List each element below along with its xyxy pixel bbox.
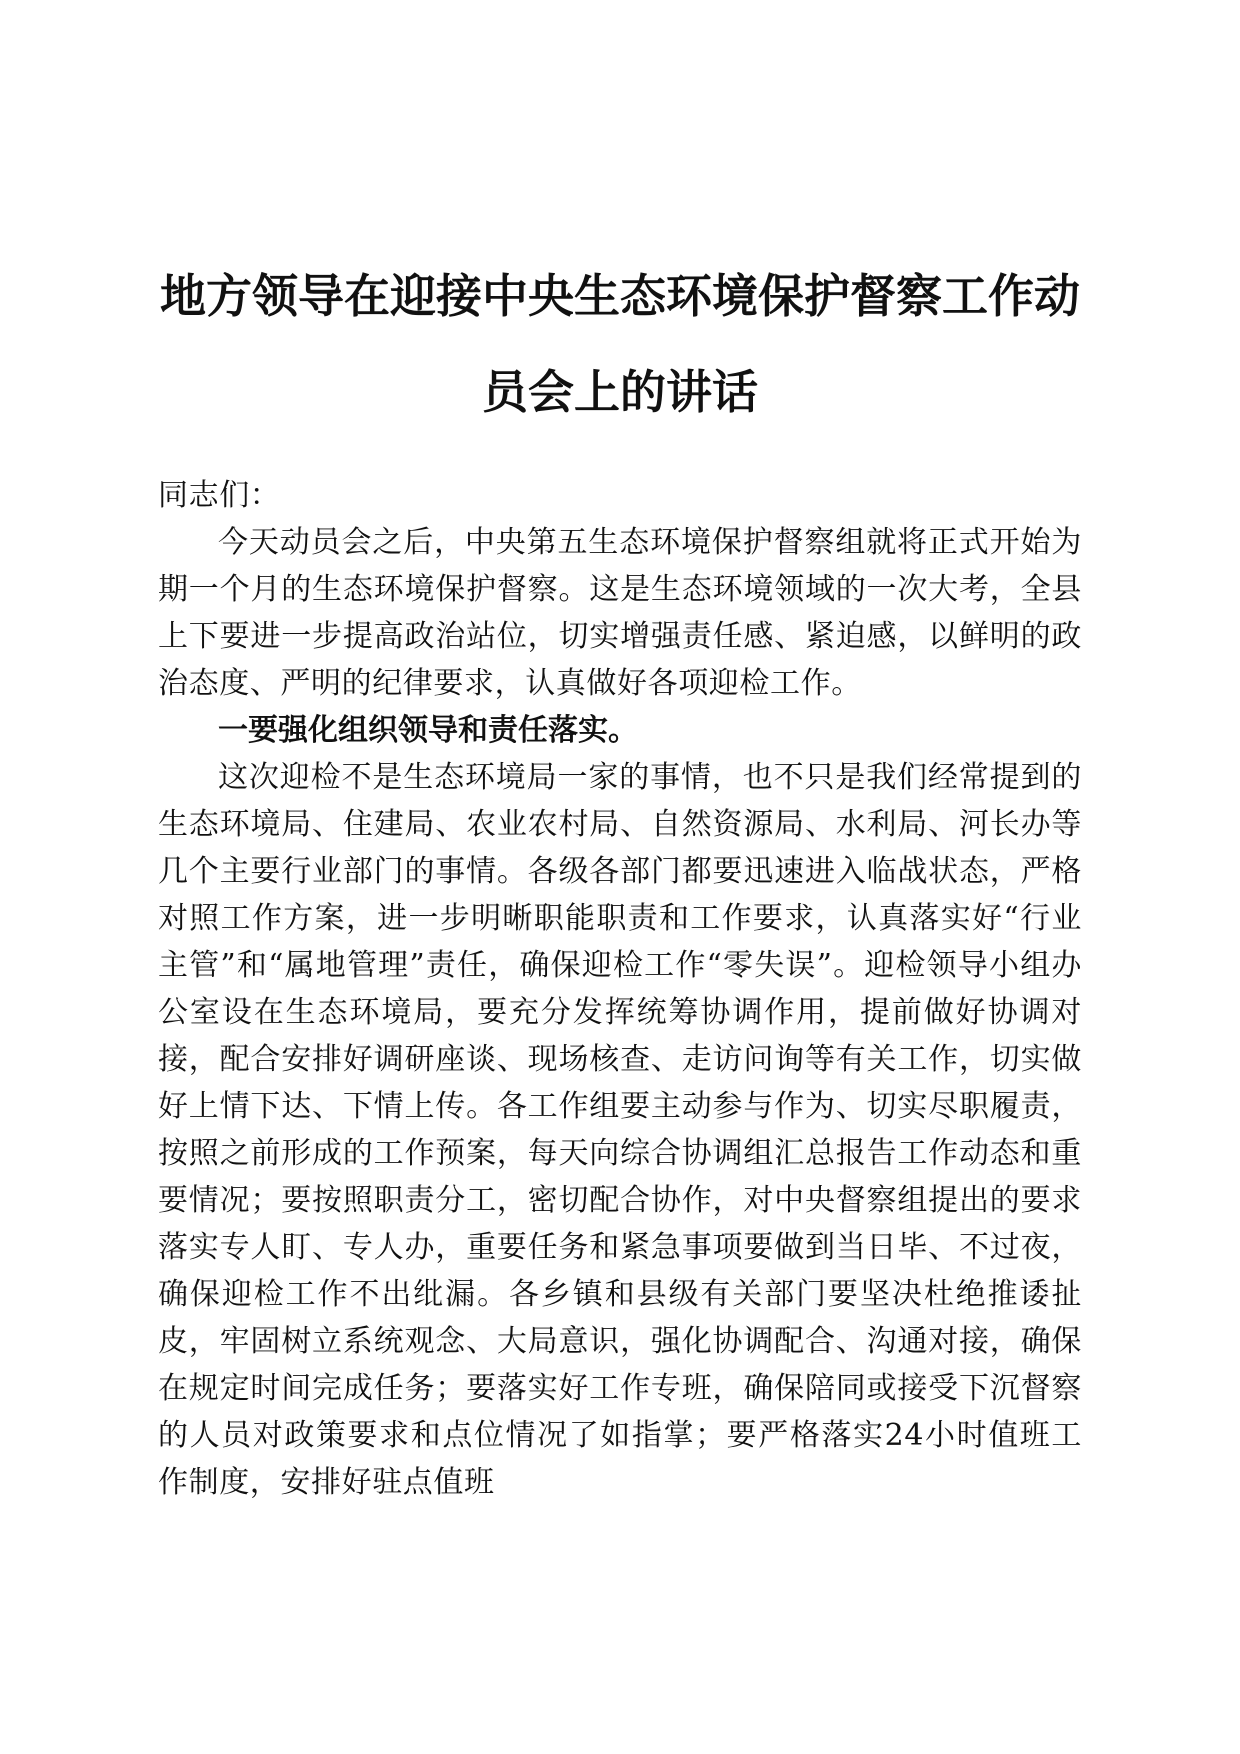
salutation: 同志们：: [158, 478, 281, 513]
paragraph-intro: 今天动员会之后，中央第五生态环境保护督察组就将正式开始为期一个月的生态环境保护督察。这是生态环境领域的一次大考，全县上下要进一步提高政治站位，切实增强责任感、紧迫感，以鲜明的政治态度、严明的纪律要求，认真做好各项迎检工作。: [158, 525, 1082, 701]
section-heading-1: 一要强化组织领导和责任落实。: [218, 713, 638, 748]
document-title: [140, 248, 1100, 440]
title-line-2: 员会上的讲话: [482, 365, 758, 419]
document-body: [158, 472, 1082, 1506]
title-line-1: 地方领导在迎接中央生态环境保护督察工作动: [160, 269, 1080, 323]
paragraph-section-1: 这次迎检不是生态环境局一家的事情，也不只是我们经常提到的生态环境局、住建局、农业农村局、自然资源局、水利局、河长办等几个主要行业部门的事情。各级各部门都要迅速进入临战状态，严格对照工作方案，进一步明晰职能职责和工作要求，认真落实好“行业主管”和“属地管理”责任，确保迎检工作“零失误”。迎检领导小组办公室设在生态环境局，要充分发挥统筹协调作用，提前做好协调对接，配合安排好调研座谈、现场核查、走访问询等有关工作，切实做好上情下达、下情上传。各工作组要主动参与作为、切实尽职履责，按照之前形成的工作预案，每天向综合协调组汇总报告工作动态和重要情况；要按照职责分工，密切配合协作，对中央督察组提出的要求落实专人盯、专人办，重要任务和紧急事项要做到当日毕、不过夜，确保迎检工作不出纰漏。各乡镇和县级有关部门要坚决杜绝推诿扯皮，牢固树立系统观念、大局意识，强化协调配合、沟通对接，确保在规定时间完成任务；要落实好工作专班，确保陪同或接受下沉督察的人员对政策要求和点位情况了如指掌；要严格落实24小时值班工作制度，安排好驻点值班: [158, 760, 1082, 1500]
